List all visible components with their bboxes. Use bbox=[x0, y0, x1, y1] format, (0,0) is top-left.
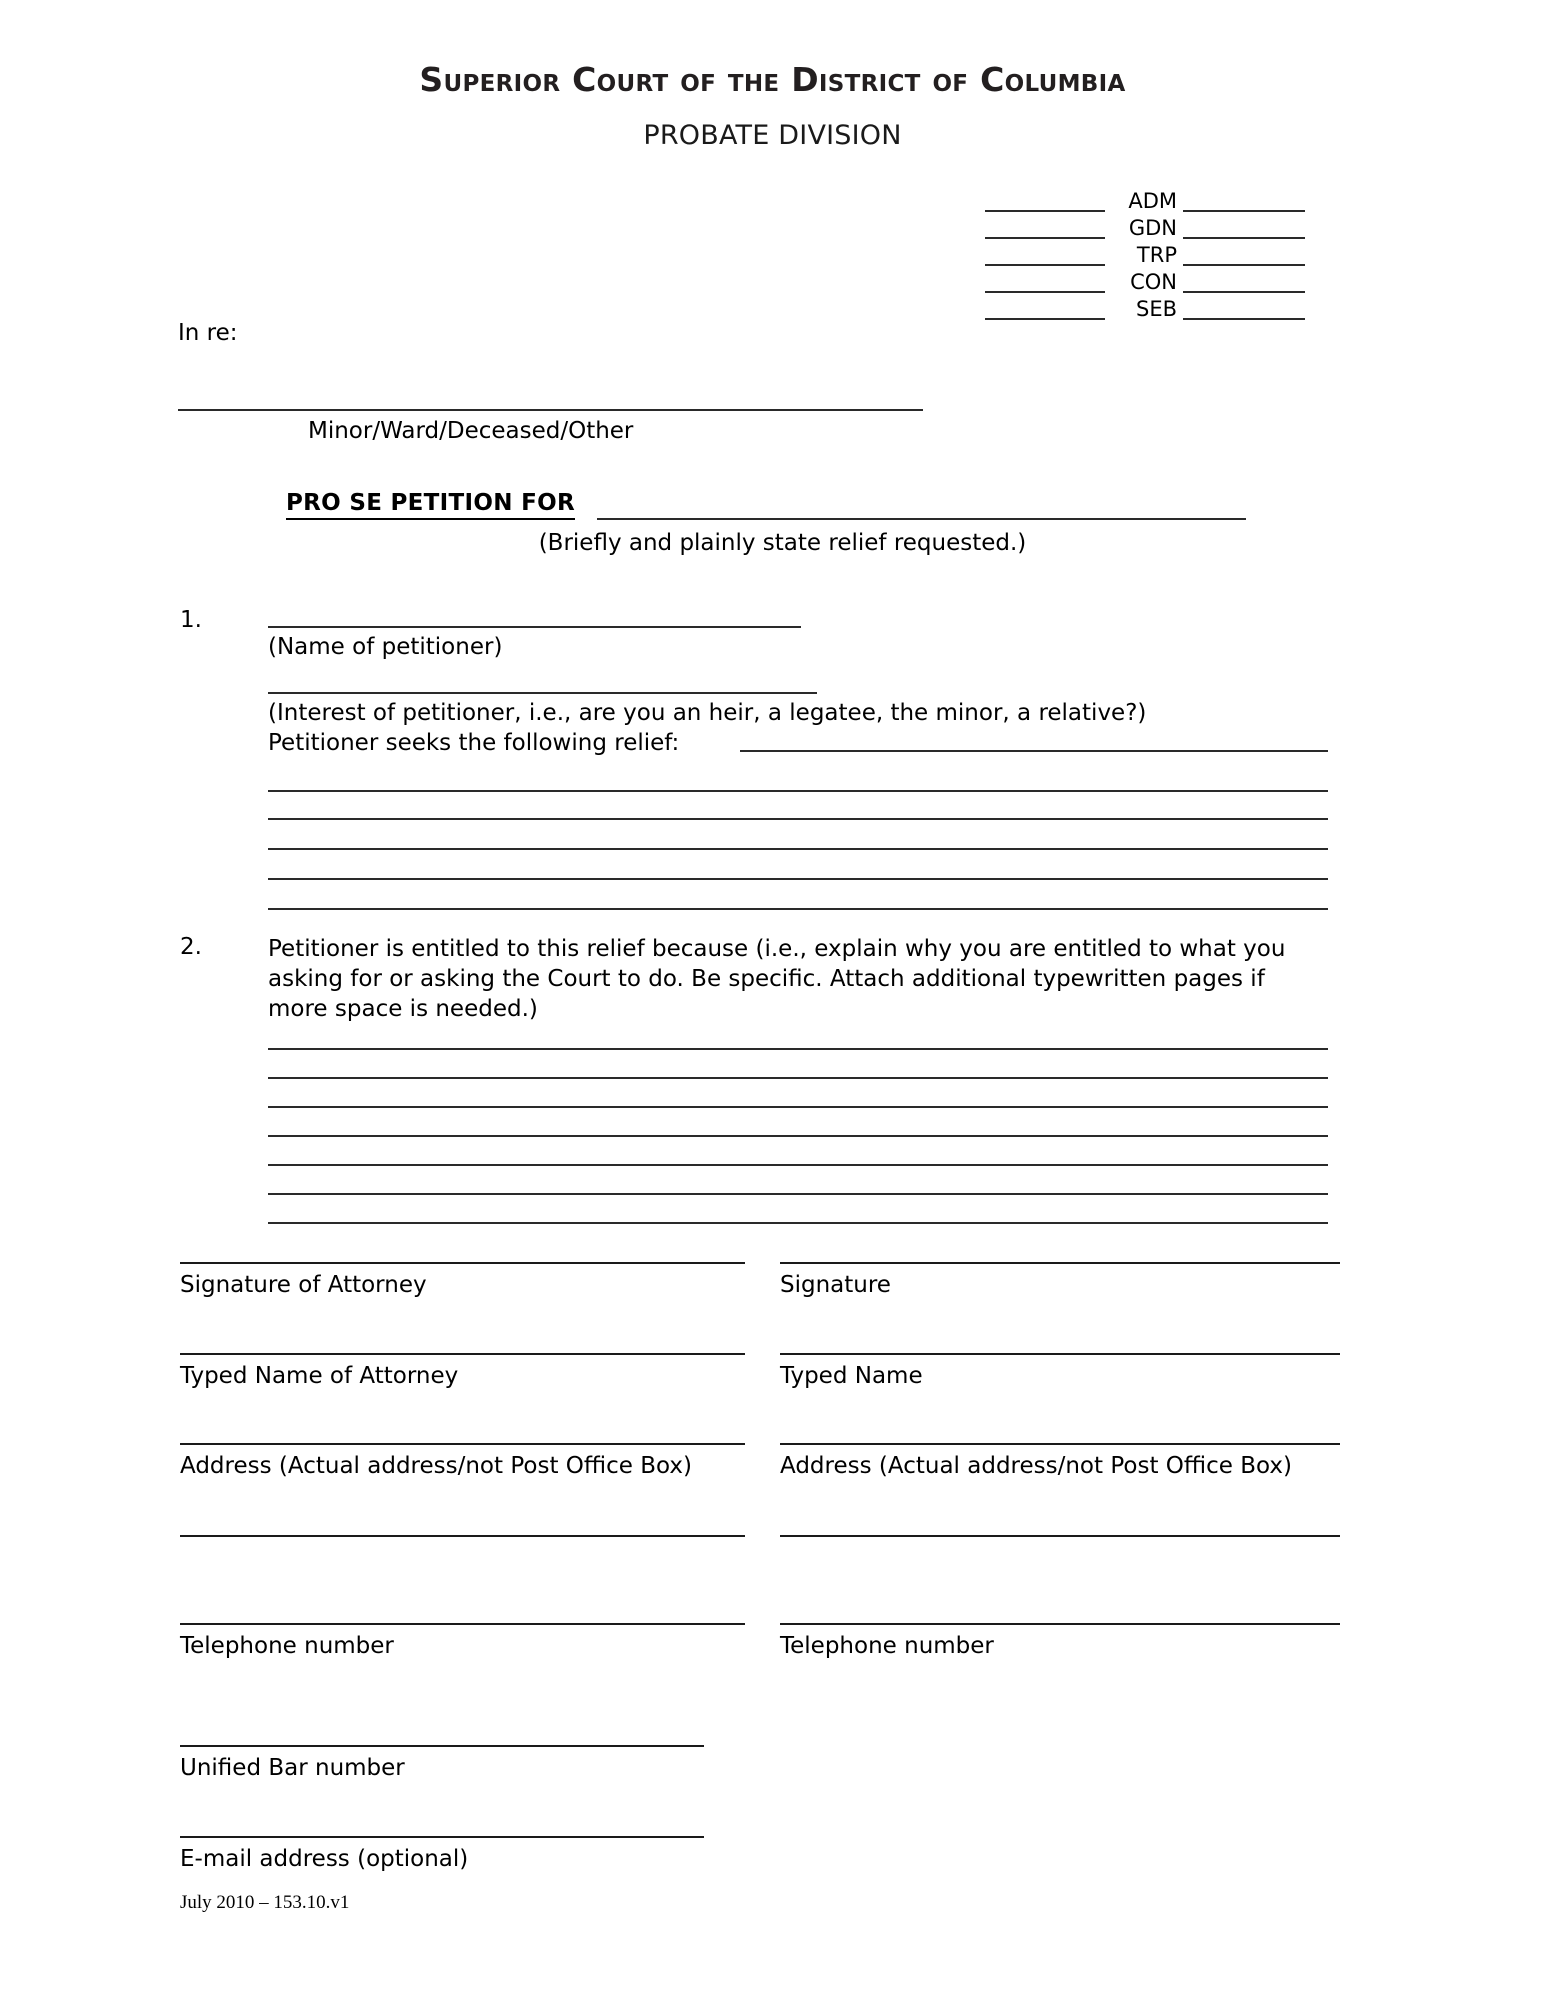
item-1-relief-field[interactable] bbox=[740, 750, 1328, 752]
case-code-row bbox=[985, 185, 1330, 212]
case-code-left-blank-seb[interactable] bbox=[985, 299, 1105, 320]
attorney-typed-name-field[interactable] bbox=[180, 1353, 745, 1355]
petition-heading-row bbox=[286, 490, 1246, 520]
case-code-label-con: CON bbox=[1130, 270, 1177, 294]
petitioner-typed-name-field[interactable] bbox=[780, 1353, 1340, 1355]
petition-instruction: (Briefly and plainly state relief requested.) bbox=[538, 530, 1027, 556]
item-2-blank-line[interactable] bbox=[268, 1077, 1328, 1079]
item-2-text: Petitioner is entitled to this relief because (i.e., explain why you are entitled to what you asking for or asking the Court to do. Be specific. Attach additional typewritten pages if more space is needed.) bbox=[268, 936, 1286, 1022]
case-code-row bbox=[985, 212, 1330, 239]
case-type-code-block bbox=[985, 185, 1330, 320]
item-1-blank-line[interactable] bbox=[268, 790, 1328, 792]
item-1-interest-caption: (Interest of petitioner, i.e., are you an heir, a legatee, the minor, a relative?) bbox=[268, 700, 1147, 726]
petition-relief-title-field[interactable] bbox=[597, 496, 1246, 520]
item-1-blank-line[interactable] bbox=[268, 848, 1328, 850]
item-1-relief-label: Petitioner seeks the following relief: bbox=[268, 730, 680, 756]
petitioner-telephone-field[interactable] bbox=[780, 1623, 1340, 1625]
item-1-blank-line[interactable] bbox=[268, 818, 1328, 820]
item-2-blank-line[interactable] bbox=[268, 1193, 1328, 1195]
in-re-label: In re: bbox=[178, 320, 238, 346]
attorney-telephone-field[interactable] bbox=[180, 1623, 745, 1625]
attorney-signature-label: Signature of Attorney bbox=[180, 1272, 427, 1298]
case-code-right-blank-seb[interactable] bbox=[1183, 299, 1305, 320]
item-1-blank-line[interactable] bbox=[268, 908, 1328, 910]
petitioner-address-label: Address (Actual address/not Post Office Box) bbox=[780, 1453, 1292, 1479]
email-address-label: E-mail address (optional) bbox=[180, 1846, 469, 1872]
attorney-address-label: Address (Actual address/not Post Office Box) bbox=[180, 1453, 692, 1479]
item-2-blank-line[interactable] bbox=[268, 1135, 1328, 1137]
attorney-typed-name-label: Typed Name of Attorney bbox=[180, 1363, 459, 1389]
in-re-subject-field[interactable] bbox=[178, 409, 923, 411]
in-re-subject-caption: Minor/Ward/Deceased/Other bbox=[308, 418, 634, 444]
case-code-left-blank-trp[interactable] bbox=[985, 245, 1105, 266]
case-code-row bbox=[985, 239, 1330, 266]
case-code-label-adm: ADM bbox=[1128, 189, 1177, 213]
item-1-petitioner-name-field[interactable] bbox=[268, 626, 801, 628]
petitioner-address-field[interactable] bbox=[780, 1443, 1340, 1445]
attorney-telephone-label: Telephone number bbox=[180, 1633, 394, 1659]
item-1-number: 1. bbox=[180, 607, 202, 633]
case-code-left-blank-con[interactable] bbox=[985, 272, 1105, 293]
case-code-label-trp: TRP bbox=[1136, 243, 1177, 267]
case-code-label-gdn: GDN bbox=[1128, 216, 1177, 240]
case-code-right-blank-con[interactable] bbox=[1183, 272, 1305, 293]
item-2-blank-line[interactable] bbox=[268, 1164, 1328, 1166]
unified-bar-number-field[interactable] bbox=[180, 1745, 704, 1747]
form-revision-footer: July 2010 – 153.10.v1 bbox=[180, 1892, 350, 1913]
division-title: PROBATE DIVISION bbox=[643, 120, 902, 151]
item-2-blank-line[interactable] bbox=[268, 1048, 1328, 1050]
case-code-right-blank-adm[interactable] bbox=[1183, 191, 1305, 212]
attorney-signature-field[interactable] bbox=[180, 1262, 745, 1264]
petitioner-address-line-2-field[interactable] bbox=[780, 1535, 1340, 1537]
case-code-label-seb: SEB bbox=[1135, 297, 1177, 321]
item-2-blank-line[interactable] bbox=[268, 1222, 1328, 1224]
attorney-address-field[interactable] bbox=[180, 1443, 745, 1445]
case-code-right-blank-gdn[interactable] bbox=[1183, 218, 1305, 239]
case-code-row bbox=[985, 266, 1330, 293]
case-code-right-blank-trp[interactable] bbox=[1183, 245, 1305, 266]
court-title: Superior Court of the District of Columbia bbox=[419, 60, 1126, 99]
attorney-address-line-2-field[interactable] bbox=[180, 1535, 745, 1537]
email-address-field[interactable] bbox=[180, 1836, 704, 1838]
petitioner-signature-label: Signature bbox=[780, 1272, 891, 1298]
unified-bar-number-label: Unified Bar number bbox=[180, 1755, 405, 1781]
petitioner-signature-field[interactable] bbox=[780, 1262, 1340, 1264]
petitioner-typed-name-label: Typed Name bbox=[780, 1363, 923, 1389]
case-code-row bbox=[985, 293, 1330, 320]
petitioner-telephone-label: Telephone number bbox=[780, 1633, 994, 1659]
item-2-number: 2. bbox=[180, 934, 202, 960]
item-1-blank-line[interactable] bbox=[268, 878, 1328, 880]
item-1-petitioner-interest-field[interactable] bbox=[268, 692, 817, 694]
case-code-left-blank-gdn[interactable] bbox=[985, 218, 1105, 239]
item-1-name-caption: (Name of petitioner) bbox=[268, 634, 503, 660]
item-2-blank-line[interactable] bbox=[268, 1106, 1328, 1108]
case-code-left-blank-adm[interactable] bbox=[985, 191, 1105, 212]
petition-heading-label: PRO SE PETITION FOR bbox=[286, 490, 575, 520]
